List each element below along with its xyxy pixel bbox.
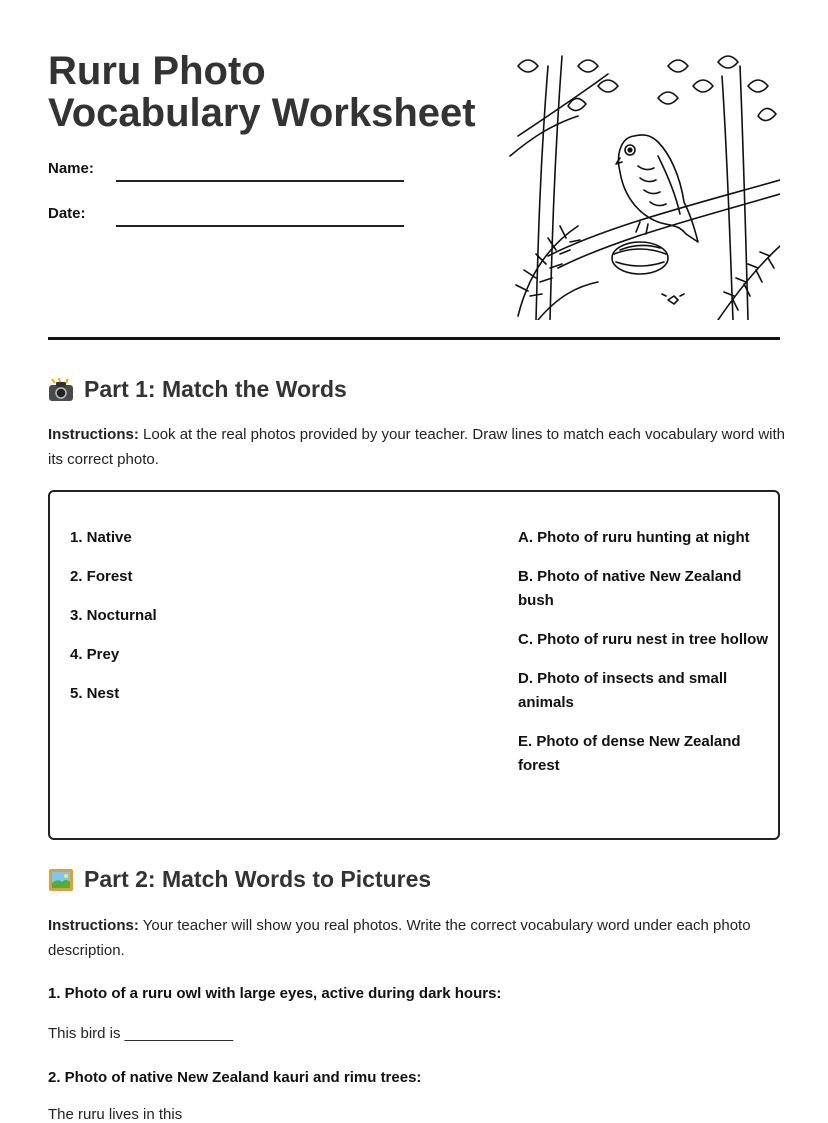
name-label: Name: — [48, 160, 94, 177]
worksheet-title: Ruru Photo Vocabulary Worksheet — [48, 49, 476, 135]
part1-heading — [48, 376, 347, 403]
photo-option-a: A. Photo of ruru hunting at night — [518, 529, 750, 546]
part2-instructions — [48, 913, 788, 963]
photo-option-b: B. Photo of native New Zealand bush — [518, 568, 742, 609]
vocab-word-native: 1. Native — [70, 529, 132, 546]
vocab-word-nest: 5. Nest — [70, 685, 120, 702]
part1-instructions-label: Instructions: — [48, 426, 139, 443]
part2-heading-text: Part 2: Match Words to Pictures — [84, 866, 432, 892]
part2-answer-2[interactable]: The ruru lives in this — [48, 1106, 183, 1123]
part2-heading — [48, 866, 431, 893]
photo-option-c: C. Photo of ruru nest in tree hollow — [518, 631, 768, 648]
photo-option-e: E. Photo of dense New Zealand forest — [518, 733, 741, 774]
part2-instructions-label: Instructions: — [48, 917, 139, 934]
ruru-forest-illustration — [508, 46, 780, 320]
vocabulary-word-list — [70, 526, 157, 721]
part2-question-1: 1. Photo of a ruru owl with large eyes, active during dark hours: — [48, 985, 502, 1002]
part1-instructions-text: Look at the real photos provided by your teacher. Draw lines to match each vocabulary word with its correct photo. — [48, 426, 786, 468]
photo-description-list — [518, 526, 768, 793]
vocab-word-prey: 4. Prey — [70, 646, 120, 663]
part2-instructions-text: Your teacher will show you real photos. Write the correct vocabulary word under each photo description. — [48, 917, 751, 959]
date-label: Date: — [48, 205, 86, 222]
photo-option-d: D. Photo of insects and small animals — [518, 670, 728, 711]
vocab-word-nocturnal: 3. Nocturnal — [70, 607, 157, 624]
header-divider — [48, 337, 780, 340]
date-field-line[interactable] — [116, 225, 404, 227]
name-field-line[interactable] — [116, 180, 404, 182]
camera-flash-icon — [48, 378, 74, 402]
part2-question-2: 2. Photo of native New Zealand kauri and rimu trees: — [48, 1069, 422, 1086]
part1-instructions — [48, 422, 788, 472]
part2-answer-1[interactable]: This bird is _____________ — [48, 1025, 234, 1042]
matching-box — [48, 490, 780, 840]
vocab-word-forest: 2. Forest — [70, 568, 133, 585]
part1-heading-text: Part 1: Match the Words — [84, 376, 347, 402]
framed-picture-icon — [48, 868, 74, 892]
